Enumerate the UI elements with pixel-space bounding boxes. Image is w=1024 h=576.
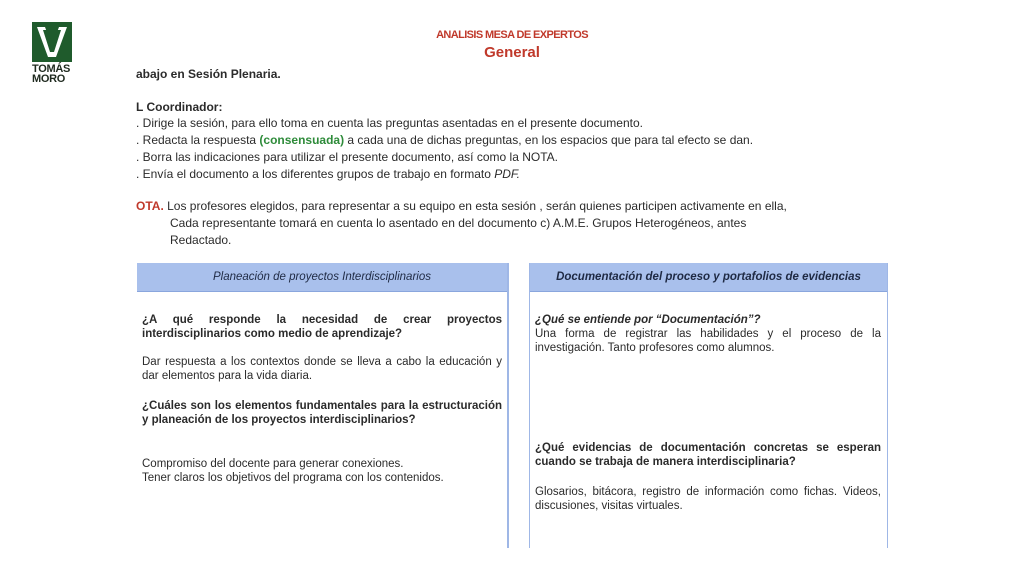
intro-line-3: . Dirige la sesión, para ello toma en cuenta las preguntas asentadas en el presente documento.	[136, 116, 643, 130]
intro-pdf: PDF.	[494, 167, 521, 181]
left-column-title: Planeación de proyectos Interdisciplinarios	[137, 263, 507, 292]
left-question-2: ¿Cuáles son los elementos fundamentales para la estructuración y planeación de los proyectos interdisciplinarios?	[142, 400, 502, 426]
nota-label: OTA.	[136, 199, 164, 213]
left-column	[137, 263, 509, 548]
intro-consensuada: (consensuada)	[259, 133, 345, 147]
nota-line-3: Redactado.	[170, 233, 232, 247]
left-answer-2-line-2: Tener claros los objetivos del programa con los contenidos.	[142, 472, 444, 484]
intro-line-5: . Borra las indicaciones para utilizar el presente documento, así como la NOTA.	[136, 150, 558, 164]
intro-line-6	[136, 166, 520, 182]
header-title: General	[484, 44, 540, 61]
left-answer-2-line-1: Compromiso del docente para generar conexiones.	[142, 458, 404, 470]
intro-line-4-text: . Redacta la respuesta	[136, 133, 260, 147]
right-answer-2: Glosarios, bitácora, registro de información como fichas. Videos, discusiones, visitas virtuales.	[535, 486, 881, 512]
logo-text	[32, 64, 76, 84]
logo-line-1: TOMÁS	[32, 63, 71, 75]
left-answer-1: Dar respuesta a los contextos donde se lleva a cabo la educación y dar elementos para la vida diaria.	[142, 356, 502, 382]
right-answer-1: Una forma de registrar las habilidades y el proceso de la investigación. Tanto profesores como alumnos.	[535, 328, 881, 354]
intro-line-4-rest: a cada una de dichas preguntas, en los espacios que para tal efecto se dan.	[344, 133, 754, 147]
logo-line-2: MORO	[32, 73, 66, 85]
nota-line-2: Cada representante tomará en cuenta lo asentado en del documento c) A.M.E. Grupos Heterogéneos, antes	[170, 216, 747, 230]
left-question-1: ¿A qué responde la necesidad de crear proyectos interdisciplinarios como medio de aprendizaje?	[142, 314, 502, 340]
intro-line-6-text: . Envía el documento a los diferentes grupos de trabajo en formato	[136, 167, 495, 181]
intro-line-4	[136, 132, 753, 148]
nota-line-1	[136, 198, 787, 214]
intro-line-1: abajo en Sesión Plenaria.	[136, 67, 281, 81]
right-column-title: Documentación del proceso y portafolios de evidencias	[530, 263, 887, 292]
intro-line-2: L Coordinador:	[136, 100, 223, 114]
header-subtitle: ANALISIS MESA DE EXPERTOS	[436, 29, 588, 41]
right-column	[529, 263, 888, 548]
right-question-1: ¿Qué se entiende por “Documentación”?	[535, 314, 761, 326]
nota-text-1: Los profesores elegidos, para representar a su equipo en esta sesión , serán quienes participen activamente en ella,	[163, 199, 787, 213]
right-question-2: ¿Qué evidencias de documentación concretas se esperan cuando se trabaja de manera interdisciplinaria?	[535, 442, 881, 468]
